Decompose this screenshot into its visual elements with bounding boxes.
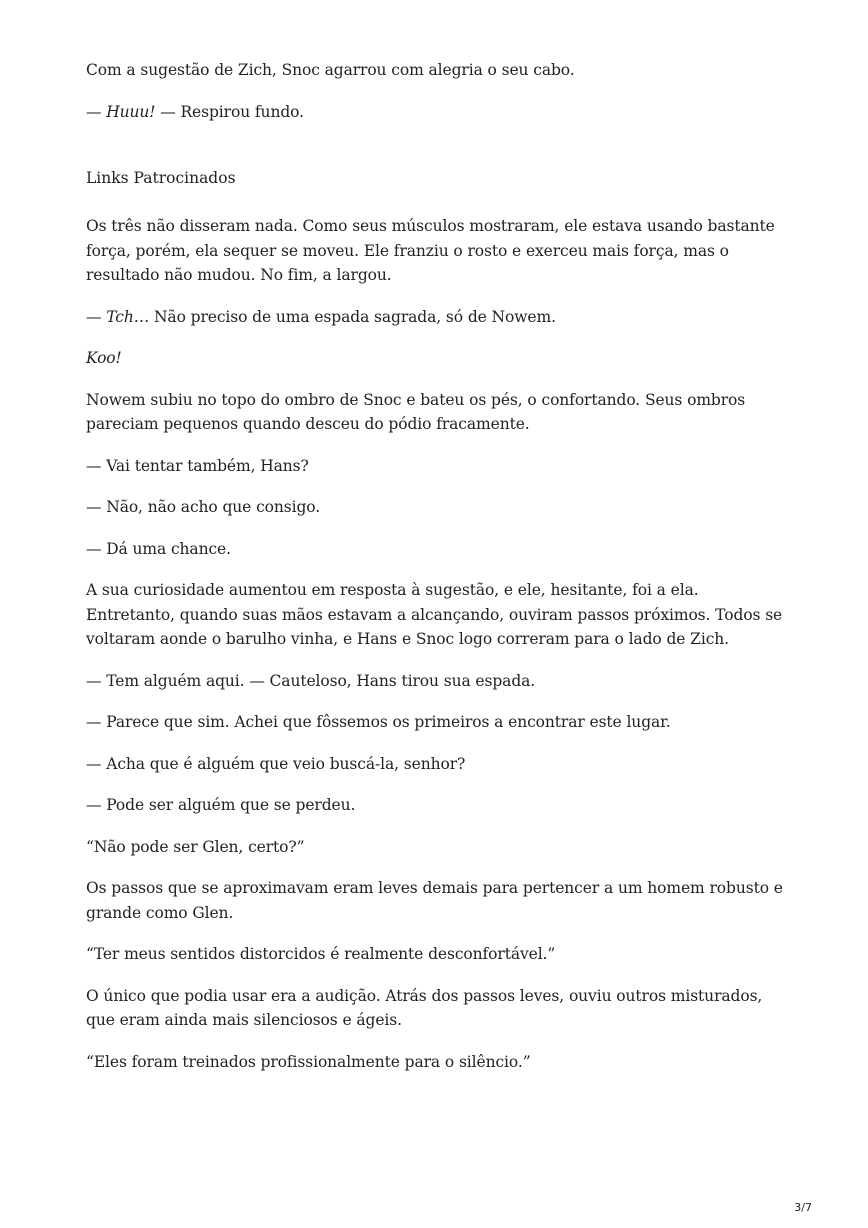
document-body: [86, 58, 786, 1091]
page-number: 3/7: [794, 1201, 812, 1214]
paragraph-text: — Respirou fundo.: [155, 102, 304, 121]
paragraph: — Acha que é alguém que veio buscá-la, senhor?: [86, 754, 466, 773]
paragraph: — Dá uma chance.: [86, 539, 231, 558]
paragraph: [86, 346, 786, 371]
paragraph: — Vai tentar também, Hans?: [86, 456, 309, 475]
paragraph: Os três não disseram nada. Como seus músculos mostraram, ele estava usando bastante força, porém, ela sequer se moveu. Ele franziu o rosto e exerceu mais força, mas o resultado não mudou. No fim, a largou.: [86, 217, 775, 284]
paragraph-group-after-ads: [86, 214, 786, 1074]
paragraph: “Não pode ser Glen, certo?”: [86, 837, 305, 856]
sponsored-links-label[interactable]: Links Patrocinados: [86, 169, 236, 187]
paragraph: [86, 100, 786, 125]
paragraph: — Pode ser alguém que se perdeu.: [86, 796, 356, 814]
paragraph-text: —: [86, 102, 107, 121]
paragraph: — Tem alguém aqui. — Cauteloso, Hans tirou sua espada.: [86, 671, 536, 690]
paragraph: — Parece que sim. Achei que fôssemos os primeiros a encontrar este lugar.: [86, 713, 671, 731]
italic-text: Koo!: [86, 349, 122, 367]
paragraph-text: Não preciso de uma espada sagrada, só de Nowem.: [149, 307, 556, 326]
paragraph: Os passos que se aproximavam eram leves demais para pertencer a um homem robusto e grande como Glen.: [86, 879, 783, 922]
italic-text: Huuu!: [106, 102, 156, 121]
paragraph: Nowem subiu no topo do ombro de Snoc e bateu os pés, o confortando. Seus ombros pareciam pequenos quando desceu do pódio fracamente.: [86, 390, 746, 433]
paragraph-text: —: [86, 307, 107, 326]
paragraph: O único que podia usar era a audição. Atrás dos passos leves, ouviu outros misturados, que eram ainda mais silenciosos e ágeis.: [86, 986, 763, 1029]
paragraph: “Eles foram treinados profissionalmente para o silêncio.”: [86, 1052, 531, 1071]
paragraph: Com a sugestão de Zich, Snoc agarrou com alegria o seu cabo.: [86, 61, 575, 79]
paragraph: [86, 305, 786, 330]
italic-text: Tch…: [106, 307, 150, 326]
paragraph: “Ter meus sentidos distorcidos é realmente desconfortável.”: [86, 945, 556, 963]
paragraph: — Não, não acho que consigo.: [86, 498, 321, 516]
paragraph-group-before-ads: [86, 58, 786, 124]
paragraph: A sua curiosidade aumentou em resposta à sugestão, e ele, hesitante, foi a ela. Entretanto, quando suas mãos estavam a alcançando, ouviram passos próximos. Todos se voltaram aonde o barulho vinha, e Hans e Snoc logo correram para o lado de Zich.: [86, 581, 783, 648]
